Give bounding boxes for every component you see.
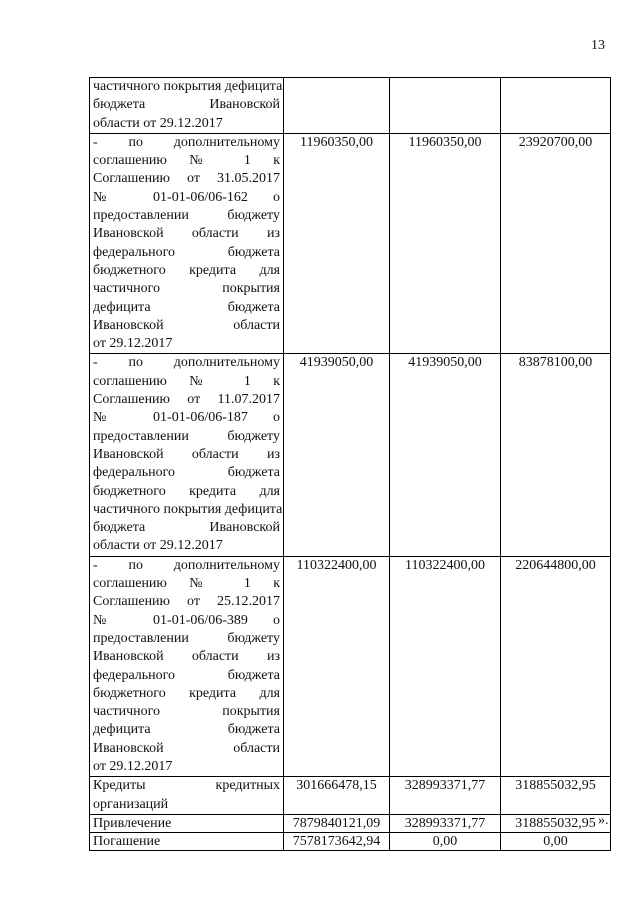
description-line: федерального бюджета [93, 244, 280, 260]
description-line: от 29.12.2017 [93, 336, 173, 352]
value-cell: 328993371,77 [390, 777, 501, 815]
row-description [90, 832, 284, 850]
value-cell: 11960350,00 [390, 133, 501, 354]
description-line: предоставлении бюджету [93, 630, 280, 646]
description-line: Кредиты кредитных [93, 778, 280, 794]
value-cell: 0,00 [501, 832, 611, 850]
value-cell: 318855032,95 [501, 814, 611, 832]
value-cell: 301666478,15 [284, 777, 390, 815]
description-line: области от 29.12.2017 [93, 538, 223, 554]
description-line: Ивановской области из [93, 649, 280, 665]
value-cell: 41939050,00 [284, 354, 390, 556]
description-line: Погашение [93, 833, 161, 849]
budget-table-body [90, 78, 611, 851]
table-row-agreement-25-12-2017 [90, 556, 611, 777]
description-line: Соглашению от 31.05.2017 [93, 171, 280, 187]
description-line: Привлечение [93, 815, 172, 831]
description-line: от 29.12.2017 [93, 758, 173, 774]
budget-table [89, 77, 611, 851]
value-cell: 110322400,00 [284, 556, 390, 777]
description-line: бюджета Ивановской [93, 97, 280, 113]
description-line: бюджетного кредита для [93, 262, 280, 278]
closing-quote-mark: ». [598, 813, 609, 828]
description-line: - по дополнительному [93, 134, 280, 150]
row-description [90, 78, 284, 134]
table-row-repayment [90, 832, 611, 850]
value-cell [390, 78, 501, 134]
row-description [90, 133, 284, 354]
table-row-borrowing [90, 814, 611, 832]
description-line: частичного покрытия дефицита [93, 79, 283, 94]
description-line: частичного покрытия [93, 704, 280, 720]
description-line: № 01-01-06/06-187 о [93, 410, 280, 426]
description-line: Соглашению от 11.07.2017 [93, 392, 280, 408]
description-line: бюджета Ивановской [93, 520, 280, 536]
description-line: предоставлении бюджету [93, 208, 280, 224]
description-line: предоставлении бюджету [93, 428, 280, 444]
description-line: организаций [93, 796, 169, 812]
description-line: - по дополнительному [93, 557, 280, 573]
description-line: Ивановской области из [93, 446, 280, 462]
row-description [90, 556, 284, 777]
description-line: дефицита бюджета [93, 722, 280, 738]
description-line: дефицита бюджета [93, 299, 280, 315]
value-cell: 23920700,00 [501, 133, 611, 354]
description-line: федерального бюджета [93, 667, 280, 683]
description-line: соглашению № 1 к [93, 153, 280, 169]
value-cell: 220644800,00 [501, 556, 611, 777]
row-description [90, 777, 284, 815]
description-line: бюджетного кредита для [93, 483, 280, 499]
description-line: Ивановской области из [93, 226, 280, 242]
table-row-agreement-11-07-2017 [90, 354, 611, 556]
description-line: Ивановской области [93, 740, 280, 756]
description-line: соглашению № 1 к [93, 576, 280, 592]
value-cell: 0,00 [390, 832, 501, 850]
value-cell: 11960350,00 [284, 133, 390, 354]
description-line: соглашению № 1 к [93, 373, 280, 389]
description-line: частичного покрытия дефицита [93, 501, 283, 517]
description-line: области от 29.12.2017 [93, 115, 223, 131]
value-cell [284, 78, 390, 134]
value-cell: 7879840121,09 [284, 814, 390, 832]
description-line: Соглашению от 25.12.2017 [93, 594, 280, 610]
description-line: Ивановской области [93, 317, 280, 333]
description-line: бюджетного кредита для [93, 685, 280, 701]
table-row-bank-credits [90, 777, 611, 815]
value-cell: 110322400,00 [390, 556, 501, 777]
value-cell: 328993371,77 [390, 814, 501, 832]
value-cell: 318855032,95 [501, 777, 611, 815]
value-cell: 83878100,00 [501, 354, 611, 556]
value-cell: 7578173642,94 [284, 832, 390, 850]
description-line: № 01-01-06/06-162 о [93, 189, 280, 205]
table-row-continuation [90, 78, 611, 134]
description-line: федерального бюджета [93, 465, 280, 481]
description-line: - по дополнительному [93, 355, 280, 371]
row-description [90, 814, 284, 832]
page-number: 13 [591, 38, 605, 53]
description-line: частичного покрытия [93, 281, 280, 297]
value-cell [501, 78, 611, 134]
value-cell: 41939050,00 [390, 354, 501, 556]
description-line: № 01-01-06/06-389 о [93, 612, 280, 628]
table-row-agreement-31-05-2017 [90, 133, 611, 354]
row-description [90, 354, 284, 556]
